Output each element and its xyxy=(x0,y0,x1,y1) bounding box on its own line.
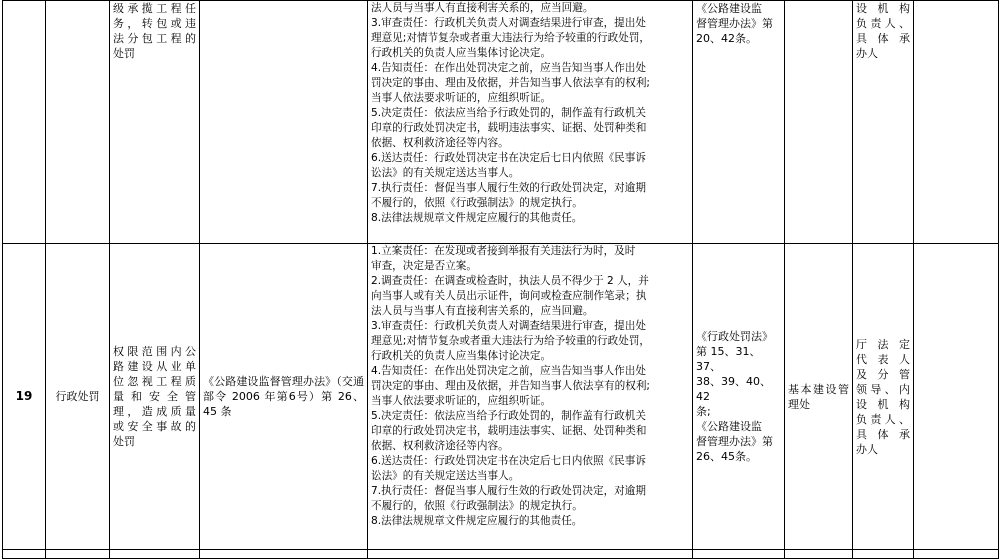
legal-basis: 《公路建设监督管理办法》（交通部令 2006 年第6号）第 26、45 条 xyxy=(200,244,368,550)
penalty-basis-line: 《公路建设监 xyxy=(696,420,762,433)
strip-cell xyxy=(3,550,46,559)
legal-basis xyxy=(200,1,368,244)
item-name-line: 务，转包或违 xyxy=(113,17,196,30)
item-name-line: 处罚 xyxy=(113,435,135,448)
responsibility-line: 5.决定责任：依法应当给予行政处罚的，制作盖有行政机关 xyxy=(371,107,646,119)
item-name-line: 路建设从业单 xyxy=(113,360,196,373)
responsibility-line: 4.告知责任：在作出处罚决定之前，应当告知当事人作出处 xyxy=(371,62,646,74)
strip-cell xyxy=(693,550,785,559)
penalty-basis-line: 第 15、31、37、 xyxy=(696,345,761,373)
item-name-line: 量和安全管 xyxy=(113,390,196,403)
responsibility-line: 理意见;对情节复杂或者重大违法行为给予较重的行政处罚， xyxy=(371,335,651,347)
responsibility-line: 8.法律法规规章文件规定应履行的其他责任。 xyxy=(371,212,583,224)
responsibility-line: 6.送达责任：行政处罚决定书在决定后七日内依照《民事诉 xyxy=(371,152,646,164)
responsibility-line: 6.送达责任：行政处罚决定书在决定后七日内依照《民事诉 xyxy=(371,455,646,467)
penalty-basis-line: 《行政处罚法》 xyxy=(696,330,773,343)
item-name-line: 级承揽工程任 xyxy=(113,2,196,15)
responsibility-line: 依据、权利救济途径等内容。 xyxy=(371,440,509,452)
responsibility-line: 7.执行责任：督促当事人履行生效的行政处罚决定，对逾期 xyxy=(371,485,646,497)
responsible-person-line: 负责人、 xyxy=(856,412,910,426)
responsible-persons xyxy=(853,1,914,244)
item-name-line: 位忽视工程质 xyxy=(113,375,196,388)
row-number: 19 xyxy=(3,244,46,550)
item-name xyxy=(110,244,200,550)
responsibility-list xyxy=(368,1,693,244)
responsibility-line: 行政机关的负责人应当集体讨论决定。 xyxy=(371,350,552,362)
responsible-department xyxy=(785,1,853,244)
item-name-line: 权限范围内公 xyxy=(113,345,196,358)
responsibility-line: 4.告知责任：在作出处罚决定之前，应当告知当事人作出处 xyxy=(371,365,646,377)
row-type: 行政处罚 xyxy=(46,244,110,550)
responsible-person-line: 设 机 构 xyxy=(856,397,910,411)
responsibility-line: 1.立案责任：在发现或者接到举报有关违法行为时，及时 xyxy=(371,245,636,257)
table-row xyxy=(3,1,999,244)
penalty-basis-line: 《公路建设监 xyxy=(696,2,762,15)
responsible-person-line: 办人 xyxy=(856,47,878,60)
responsibility-line: 罚决定的事由、理由及依据，并告知当事人依法享有的权利; xyxy=(371,380,651,392)
responsibility-line: 2.调查责任：在调查或检查时，执法人员不得少于 2 人，并 xyxy=(371,275,649,287)
item-name xyxy=(110,1,200,244)
responsibility-line: 不履行的，依照《行政强制法》的规定执行。 xyxy=(371,500,583,512)
row-type xyxy=(46,1,110,244)
penalty-basis-line: 条; xyxy=(696,405,711,418)
responsible-person-line: 办人 xyxy=(856,442,878,456)
responsibility-line: 当事人依法要求听证的，应组织听证。 xyxy=(371,395,552,407)
penalty-basis xyxy=(693,1,785,244)
strip-cell xyxy=(853,550,914,559)
strip-cell xyxy=(785,550,853,559)
responsibility-line: 印章的行政处罚决定书，载明违法事实、证据、处罚种类和 xyxy=(371,425,647,437)
responsibility-line: 3.审查责任：行政机关负责人对调查结果进行审查，提出处 xyxy=(371,17,646,29)
responsibility-line: 依据、权利救济途径等内容。 xyxy=(371,137,509,149)
responsibility-line: 法人员与当事人有直接利害关系的，应当回避。 xyxy=(371,2,594,14)
penalty-basis xyxy=(693,244,785,550)
responsible-department: 基本建设管理处 xyxy=(785,244,853,550)
strip-cell xyxy=(110,550,200,559)
penalty-basis-line: 26、45条。 xyxy=(696,450,757,463)
responsibility-line: 法人员与当事人有直接利害关系的，应当回避。 xyxy=(371,305,594,317)
responsible-person-line: 领导、内 xyxy=(856,382,910,396)
responsibility-line: 5.决定责任：依法应当给予行政处罚的，制作盖有行政机关 xyxy=(371,410,646,422)
notes-cell xyxy=(914,244,999,550)
item-name-line: 法分包工程的 xyxy=(113,32,196,45)
responsible-person-line: 具 体 承 xyxy=(856,427,910,441)
table-row xyxy=(3,244,999,550)
responsible-person-line: 具 体 承 xyxy=(856,32,910,45)
responsibility-line: 行政机关的负责人应当集体讨论决定。 xyxy=(371,47,552,59)
responsible-person-line: 设 机 构 xyxy=(856,2,910,15)
row-number xyxy=(3,1,46,244)
responsible-person-line: 代 表 人 xyxy=(856,352,910,366)
responsibility-line: 8.法律法规规章文件规定应履行的其他责任。 xyxy=(371,515,583,527)
strip-cell xyxy=(46,550,110,559)
notes-cell xyxy=(914,1,999,244)
responsibility-line: 理意见;对情节复杂或者重大违法行为给予较重的行政处罚， xyxy=(371,32,651,44)
penalty-basis-line: 38、39、40、42 xyxy=(696,375,771,403)
responsibility-line: 当事人依法要求听证的，应组织听证。 xyxy=(371,92,552,104)
strip-cell xyxy=(914,550,999,559)
responsible-person-line: 负责人、 xyxy=(856,17,910,30)
item-name-line: 理，造成质量 xyxy=(113,405,196,418)
item-name-line: 或安全事故的 xyxy=(113,420,196,433)
table-row-next xyxy=(3,550,999,559)
strip-cell xyxy=(200,550,368,559)
responsibility-line: 罚决定的事由、理由及依据，并告知当事人依法享有的权利; xyxy=(371,77,651,89)
penalty-basis-line: 督管理办法》第 xyxy=(696,435,773,448)
responsible-person-line: 及 分 管 xyxy=(856,367,910,381)
responsibility-line: 讼法》的有关规定送达当事人。 xyxy=(371,167,520,179)
responsibility-line: 7.执行责任：督促当事人履行生效的行政处罚决定，对逾期 xyxy=(371,182,646,194)
responsible-persons xyxy=(853,244,914,550)
responsible-person-line: 厅 法 定 xyxy=(856,337,910,351)
responsibility-line: 不履行的，依照《行政强制法》的规定执行。 xyxy=(371,197,583,209)
penalty-basis-line: 20、42条。 xyxy=(696,32,757,45)
responsibility-line: 审查，决定是否立案。 xyxy=(371,260,477,272)
responsibility-line: 讼法》的有关规定送达当事人。 xyxy=(371,470,520,482)
penalty-basis-line: 督管理办法》第 xyxy=(696,17,773,30)
strip-cell xyxy=(368,550,693,559)
responsibility-list xyxy=(368,244,693,550)
item-name-line: 处罚 xyxy=(113,47,135,60)
responsibility-line: 3.审查责任：行政机关负责人对调查结果进行审查，提出处 xyxy=(371,320,646,332)
responsibility-line: 印章的行政处罚决定书，载明违法事实、证据、处罚种类和 xyxy=(371,122,647,134)
responsibility-line: 向当事人或有关人员出示证件，询问或检查应制作笔录；执 xyxy=(371,290,647,302)
authority-table xyxy=(2,0,999,559)
